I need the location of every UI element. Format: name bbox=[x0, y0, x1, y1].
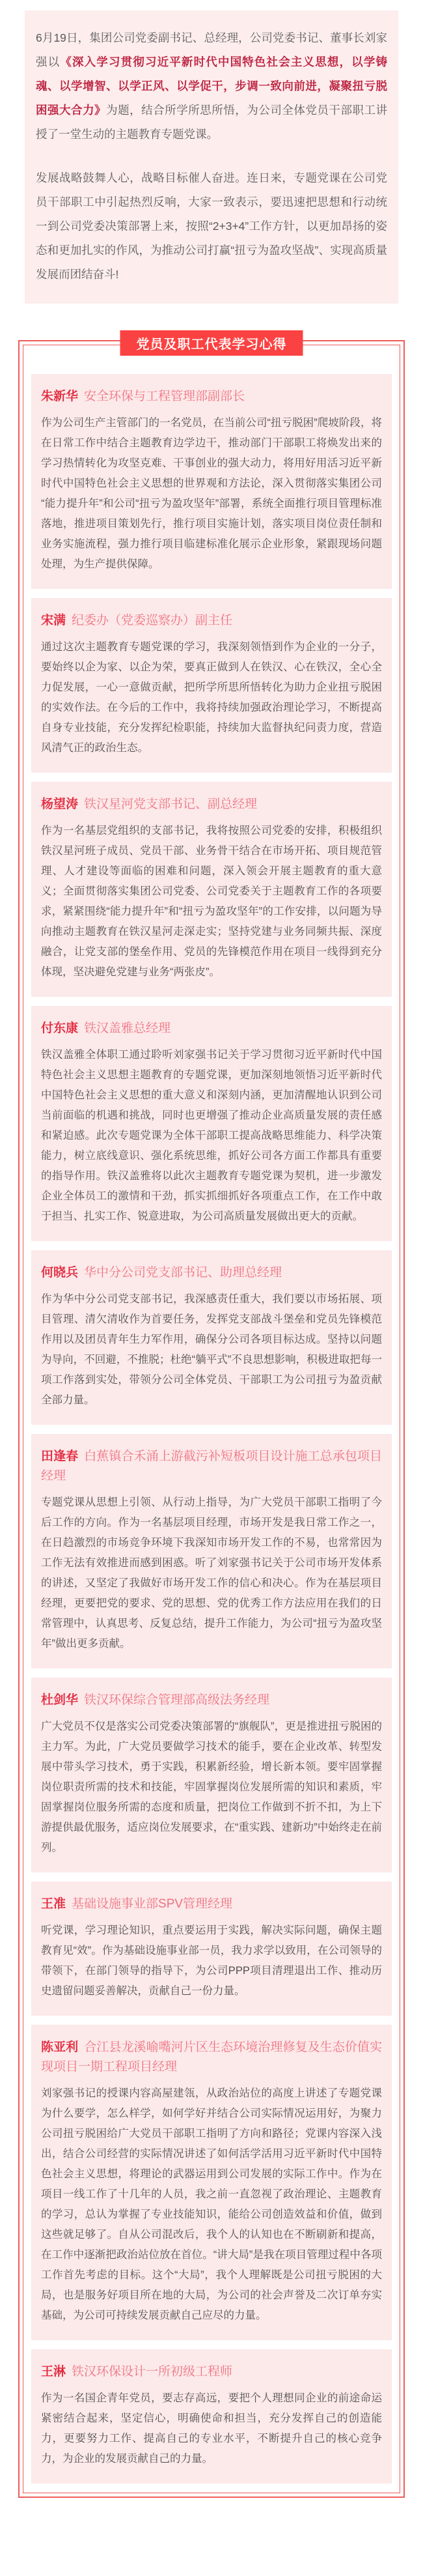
testimonial-list bbox=[23, 345, 400, 2493]
testimonial-text: 作为公司生产主管部门的一名党员，在当前公司“扭亏脱困”爬坡阶段，将在日常工作中结合主题教育边学边干，推动部门干部职工将焕发出来的学习热情转化为攻坚克难、干事创业的强大动力，将用好用活习近平新时代中国特色社会主义思想的世界观和方法论，深入贯彻落实集团公司“能力提升年”和公司“扭亏为盈攻坚年”部署，系统全面推行项目管理标准落地，推进项目策划先行，推行项目实施计划，落实项目岗位责任制和业务实施流程，强力推行项目临建标准化展示企业形象，紧跟现场问题处理，为生产提供保障。 bbox=[41, 417, 382, 570]
member-title: 华中分公司党支部书记、助理总经理 bbox=[84, 1266, 282, 1280]
intro-p1-prefix: 6月19日，集团公司党委副书记、总经理，公司党委书记、董事长刘家强以 bbox=[36, 31, 387, 68]
testimonial-card bbox=[31, 2349, 392, 2483]
testimonial-header bbox=[41, 1447, 382, 1486]
member-title: 铁汉盖雅总经理 bbox=[84, 1022, 171, 1035]
member-name: 何晓兵 bbox=[41, 1266, 79, 1280]
intro-paragraph-1 bbox=[36, 26, 387, 147]
testimonial-text: 刘家强书记的授课内容高屋建瓴，从政治站位的高度上讲述了专题党课为什么要学，怎么样学，如何学好并结合公司实际情况运用好，为聚力公司扭亏脱困给广大党员干部职工指明了方向和路径；党课内容深入浅出，结合公司经营的实际情况讲述了如何活学活用习近平新时代中国特色社会主义思想，将理论的武器运用到公司发展的实际工作中。作为在项目一线工作了十几年的人员，我之前一直忽视了政治理论、主题教育的学习，总认为掌握了专业技能知识，能给公司创造效益和价值，做到这些就足够了。自从公司混改后，我个人的认知也在不断刷新和提高，在工作中逐渐把政治站位放在首位。“讲大局”是我在项目管理过程中各项工作首先考虑的目标。这个“大局”，我个人理解既是公司扭亏脱困的大局，也是服务好项目所在地的大局，为公司的社会声誉及二次订单夯实基础，为公司可持续发展贡献自己应尽的力量。 bbox=[41, 2087, 382, 2321]
testimonial-text: 作为一名国企青年党员，要志存高远，要把个人理想同企业的前途命运紧密结合起来，坚定信心，明确使命和担当，充分发挥自己的创造能力，更要努力工作、提高自己的专业水平，不断提升自己的核心竞争力，为企业的发展贡献自己的力量。 bbox=[41, 2392, 382, 2465]
testimonial-text: 作为一名基层党组织的支部书记，我将按照公司党委的安排，积极组织铁汉星河班子成员、党员干部、业务骨干结合在市场开拓、项目规范管理、人才建设等面临的困难和问题，深入领会开展主题教育的重大意义；全面贯彻落实集团公司党委、公司党委关于主题教育工作的各项要求，紧紧围绕“能力提升年”和“扭亏为盈攻坚年”的工作安排，以问题为导向推动主题教育在铁汉星河走深走实；坚持党建与业务同频共振、深度融合，让党支部的堡垒作用、党员的先锋模范作用在项目一线得到充分体现，坚决避免党建与业务“两张皮”。 bbox=[41, 825, 382, 978]
lecture-title-highlight: 《深入学习贯彻习近平新时代中国特色社会主义思想，以学铸魂、以学增智、以学正风、以学促干，步调一致向前进，凝聚扭亏脱困强大合力》 bbox=[36, 55, 388, 117]
testimonial-header bbox=[41, 2362, 382, 2382]
member-name: 杜剑华 bbox=[41, 1693, 79, 1707]
testimonial-header bbox=[41, 795, 382, 814]
testimonial-header bbox=[41, 611, 382, 631]
member-name: 陈亚利 bbox=[41, 2040, 79, 2054]
testimonial-header bbox=[41, 1019, 382, 1038]
member-title: 合江县龙溪喻嘴河片区生态环境治理修复及生态价值实现项目一期工程项目经理 bbox=[41, 2040, 382, 2074]
intro-section bbox=[25, 10, 398, 304]
member-name: 宋满 bbox=[41, 614, 66, 627]
intro-paragraph-2: 发展战略鼓舞人心，战略目标催人奋进。连日来，专题党课在公司党员干部职工中引起热烈反响，大家一致表示，要迅速把思想和行动统一到公司党委决策部署上来，按照“2+3+4”工作方针，以更加昂扬的姿态和更加扎实的作风，为推动公司打赢“扭亏为盈攻坚战”、实现高质量发展而团结奋斗! bbox=[36, 171, 387, 281]
testimonial-card bbox=[31, 1006, 392, 1241]
testimonial-card bbox=[31, 782, 392, 997]
member-name: 田逢春 bbox=[41, 1450, 79, 1463]
section-banner: 党员及职工代表学习心得 bbox=[120, 330, 303, 356]
member-title: 纪委办（党委巡察办）副主任 bbox=[72, 614, 233, 627]
member-name: 杨望涛 bbox=[41, 797, 79, 811]
testimonial-card bbox=[31, 1882, 392, 2016]
bottom-spacer bbox=[0, 2498, 423, 2536]
testimonial-card bbox=[31, 2025, 392, 2340]
testimonial-header bbox=[41, 387, 382, 407]
testimonial-text: 铁汉盖雅全体职工通过聆听刘家强书记关于学习贯彻习近平新时代中国特色社会主义思想主题教育的专题党课，更加深刻地领悟习近平新时代中国特色社会主义思想的重大意义和深刻内涵，更加清醒地认识到公司当前面临的机遇和挑战，同时也更增强了推动企业高质量发展的责任感和紧迫感。此次专题党课为全体干部职工提高战略思维能力、科学决策能力，树立底线意识、强化系统思维，抓好公司各方面工作都具有重要的指导作用。铁汉盖雅将以此次主题教育专题党课为契机，进一步激发企业全体员工的激情和干劲，抓实抓细抓好各项重点工作，在工作中敢于担当、扎实工作、锐意进取，为公司高质量发展做出更大的贡献。 bbox=[41, 1049, 382, 1222]
member-name: 王淋 bbox=[41, 2365, 66, 2379]
intro-p1-suffix: 为题，结合所学所思所悟，为公司全体党员干部职工讲授了一堂生动的主题教育专题党课。 bbox=[36, 104, 388, 141]
member-title: 基础设施事业部SPV管理经理 bbox=[72, 1897, 233, 1911]
testimonial-text: 广大党员不仅是落实公司党委决策部署的“旗舰队”，更是推进扭亏脱困的主力军。为此，广大党员要做学习技术的能手，要在企业改革、转型发展中带头学习技术，勇于实践，积累新经验，增长新本领。要牢固掌握岗位职责所需的技术和技能，牢固掌握岗位发展所需的知识和素质，牢固掌握岗位服务所需的态度和质量，把岗位工作做到不折不扣，为上下游提供最优服务，适应岗位发展要求，在“重实践、建新功”中始终走在前列。 bbox=[41, 1721, 382, 1853]
member-title: 铁汉星河党支部书记、副总经理 bbox=[84, 797, 258, 811]
member-title: 铁汉环保设计一所初级工程师 bbox=[72, 2365, 233, 2379]
member-name: 付东康 bbox=[41, 1022, 79, 1035]
member-title: 铁汉环保综合管理部高级法务经理 bbox=[84, 1693, 270, 1707]
testimonial-text: 通过这次主题教育专题党课的学习，我深刻领悟到作为企业的一分子，要始终以企为家、以企为荣，要真正做到人在铁汉、心在铁汉，全心全力促发展，一心一意做贡献，把所学所思所悟转化为助力企业扭亏脱困的实效作法。在今后的工作中，我将持续加强政治理论学习，不断提高自身专业技能，充分发挥纪检职能，持续加大监督执纪问责力度，营造风清气正的政治生态。 bbox=[41, 641, 382, 754]
member-name: 朱新华 bbox=[41, 390, 79, 403]
testimonial-header bbox=[41, 1263, 382, 1283]
testimonial-text: 专题党课从思想上引领、从行动上指导，为广大党员干部职工指明了今后工作的方向。作为一名基层项目经理，市场开发是我日常工作之一，在日趋激烈的市场竞争环境下我深知市场开发工作的不易，也常常因为工作无法有效推进而感到困惑。听了刘家强书记关于公司市场开发体系的讲述，又坚定了我做好市场开发工作的信心和决心。作为在基层项目经理，更要把党的要求、党的思想、党的优秀工作方法应用在我们的日常管理中，认真思考、反复总结，提升工作能力，为公司“扭亏为盈攻坚年”做出更多贡献。 bbox=[41, 1496, 382, 1650]
testimonial-header bbox=[41, 1895, 382, 1914]
testimonial-card bbox=[31, 1250, 392, 1425]
member-name: 王准 bbox=[41, 1897, 66, 1911]
testimonial-text: 听党课，学习理论知识，重点要运用于实践，解决实际问题，确保主题教育见“效”。作为基础设施事业部一员，我力求学以致用，在公司领导的带领下，在部门领导的指导下，为公司PPP项目清理退出工作、推动历史遗留问题妥善解决，贡献自己一份力量。 bbox=[41, 1925, 382, 1997]
testimonials-frame bbox=[18, 337, 405, 2498]
testimonial-header bbox=[41, 1691, 382, 1710]
member-title: 白蕉镇合禾涌上游截污补短板项目设计施工总承包项目经理 bbox=[41, 1450, 382, 1483]
testimonial-text: 作为华中分公司党支部书记，我深感责任重大，我们要以市场拓展、项目管理、清欠清收作为首要任务，发挥党支部战斗堡垒和党员先锋模范作用以及团员青年生力军作用，确保分公司各项目标达成。坚持以问题为导向，不回避，不推脱；杜绝“躺平式”不良思想影响，积极进取把每一项工作落到实处，带领分公司全体党员、干部职工为公司扭亏为盈贡献全部力量。 bbox=[41, 1293, 382, 1406]
member-title: 安全环保与工程管理部副部长 bbox=[84, 390, 245, 403]
testimonial-header bbox=[41, 2038, 382, 2077]
testimonial-card bbox=[31, 1434, 392, 1668]
testimonial-card bbox=[31, 1678, 392, 1872]
testimonial-card bbox=[31, 374, 392, 589]
testimonial-card bbox=[31, 598, 392, 773]
